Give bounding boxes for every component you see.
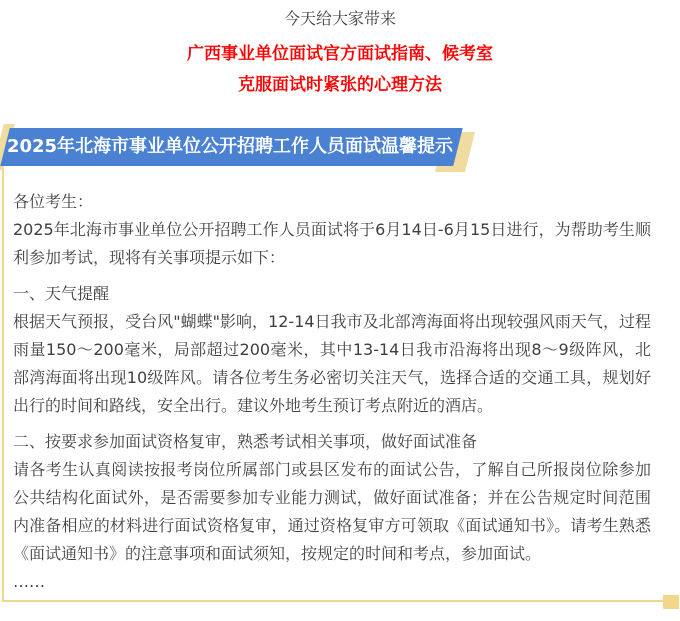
section-1-body: 根据天气预报，受台风"蝴蝶"影响，12-14日我市及北部湾海面将出现较强风雨天气，过程雨量150～200毫米，局部超过200毫米，其中13-14日我市沿海将出现8～9级阵风，北部湾海面将出现10级阵风。请各位考生务必密切关注天气，选择合适的交通工具，规划好出行的时间和路线，安全出行。建议外地考生预订考点附近的酒店。 (13, 312, 651, 415)
section-1-heading: 一、天气提醒 (13, 284, 110, 303)
intro-line: 今天给大家带来 (283, 9, 396, 28)
section-2-heading: 二、按要求参加面试资格复审，熟悉考试相关事项，做好面试准备 (13, 432, 478, 451)
notice-intro-paragraph: 2025年北海市事业单位公开招聘工作人员面试将于6月14日-6月15日进行，为帮助考生顺利参加考试，现将有关事项提示如下： (13, 220, 651, 267)
section-2-body: 请各考生认真阅读按报考岗位所属部门或县区发布的面试公告，了解自己所报岗位除参加公共结构化面试外，是否需要参加专业能力测试，做好面试准备；并在公告规定时间范围内准备相应的材料进行面试资格复审，通过资格复审方可领取《面试通知书》。请考生熟悉《面试通知书》的注意事项和面试须知，按规定的时间和考点，参加面试。 (13, 460, 651, 563)
notice-content (4, 148, 663, 596)
banner-title: 2025年北海市事业单位公开招聘工作人员面试温馨提示 (6, 136, 454, 157)
headline-red-2: 克服面试时紧张的心理方法 (238, 75, 442, 95)
corner-accent-square (663, 595, 679, 609)
notice-content-box (2, 148, 663, 602)
notice-banner (0, 128, 480, 166)
headline-red-1: 广西事业单位面试官方面试指南、候考室 (187, 44, 493, 64)
greeting: 各位考生： (13, 192, 94, 211)
ellipsis-line: …… (13, 572, 45, 591)
